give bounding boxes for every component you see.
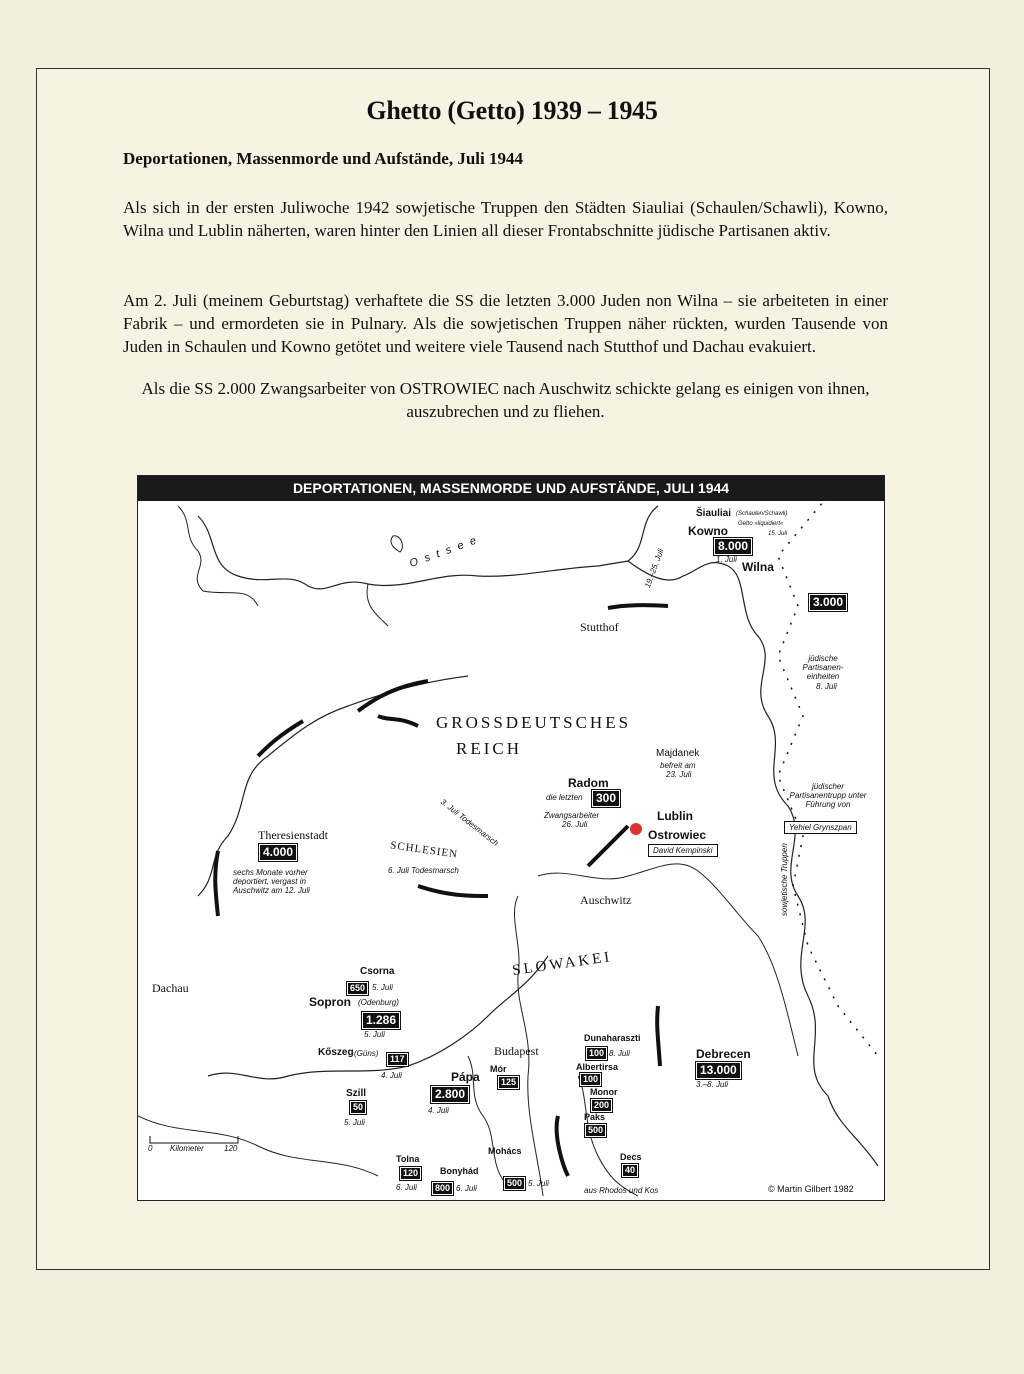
page-subtitle: Deportationen, Massenmorde und Aufstände, Juli 1944 [123, 149, 524, 168]
decs-number: 40 [622, 1164, 638, 1177]
stutthof-label: Stutthof [580, 620, 619, 634]
budapest-label: Budapest [494, 1044, 539, 1058]
partisan-troop-note: jüdischer Partisanentrupp unter Führung von [789, 782, 867, 809]
rhodos-label: aus Rhodos und Kos [584, 1186, 659, 1195]
theresienstadt-label: Theresienstadt [258, 828, 328, 842]
map-drawing [138, 476, 884, 1200]
kowno-label: Kowno [688, 524, 728, 538]
map-header: DEPORTATIONEN, MASSENMORDE UND AUFSTÄNDE, JULI 1944 [138, 476, 884, 501]
paragraph-2: Am 2. Juli (meinem Geburtstag) verhaftete die SS die letzten 3.000 Juden non Wilna – sie arbeiteten in einer Fabrik – und ermordeten sie in Pulnary. Als die sowjetischen Truppen näher rückten, wurden Tausende von Juden in Schaulen und Kowno getötet und weitere viele Tausend nach Stutthof und Dachau evakuiert. [123, 291, 888, 356]
albertirsa-label: Albertirsa [576, 1062, 619, 1072]
dunaharaszti-date: 8. Juli [609, 1049, 630, 1058]
mor-label: Mór [490, 1064, 507, 1074]
bonyhad-date2: 5. Juli [528, 1179, 549, 1188]
majdanek-date: 23. Juli [666, 770, 692, 779]
ostrowiec-marker-icon [630, 823, 642, 835]
csorna-date: 5. Juli [372, 983, 393, 992]
szill-label: Szill [346, 1088, 367, 1099]
mohacs-label: Mohács [488, 1146, 522, 1156]
sopron-note: (Odenburg) [358, 998, 399, 1007]
sopron-label: Sopron [309, 995, 351, 1009]
mor-number: 125 [498, 1076, 519, 1089]
debrecen-number: 13.000 [696, 1062, 741, 1079]
paragraph-3: Als die SS 2.000 Zwangsarbeiter von OSTROWIEC nach Auschwitz schickte gelang es einigen von ihnen, auszubrechen und zu fliehen. [141, 379, 870, 421]
schlesien-label: SCHLESIEN [389, 839, 459, 861]
sopron-date: 5. Juli [364, 1030, 385, 1039]
zwangsarbeiter-label: Zwangsarbeiter [544, 811, 600, 820]
monor-number: 200 [591, 1099, 612, 1112]
dachau-label: Dachau [152, 981, 189, 995]
papa-label: Pápa [451, 1070, 480, 1084]
siauliai-note2: Getto »liquidiert« [738, 521, 784, 527]
bonyhad-number2: 500 [504, 1177, 525, 1190]
paragraph-1: Als sich in der ersten Juliwoche 1942 sowjetische Truppen den Städten Siauliai (Schaulen/Schawli), Kowno, Wilna und Lublin näherten, waren hinter den Linien all dieser Frontabschnitte jüdische Partisanen aktiv. [123, 198, 888, 240]
grynszpan-label: Yehiel Grynszpan [784, 821, 857, 834]
sopron-number: 1.286 [362, 1012, 400, 1029]
siauliai-note: (Schaulen/Schawli) [736, 511, 788, 517]
dunaharaszti-number: 100 [586, 1047, 607, 1060]
page-title: Ghetto (Getto) 1939 – 1945 [366, 96, 658, 125]
monor-label: Monor [590, 1087, 618, 1097]
kowno-number: 8.000 [714, 538, 752, 555]
bonyhad-date: 6. Juli [456, 1184, 477, 1193]
route-label-3juli: 3. Juli Todesmarsch [438, 797, 501, 848]
kempinski-label: David Kempinski [648, 844, 718, 857]
route-label-1925: 19.–25. Juli [643, 547, 666, 590]
partisans-date: 8. Juli [816, 682, 837, 691]
scale-label: Kilometer [170, 1144, 204, 1153]
bonyhad-label: Bonyhád [440, 1166, 479, 1176]
csorna-label: Csorna [360, 966, 395, 977]
papa-number: 2.800 [431, 1086, 469, 1103]
region-label-main: GROSSDEUTSCHES [436, 713, 632, 732]
szill-date: 5. Juli [344, 1118, 365, 1127]
region-label-main2: REICH [456, 739, 522, 758]
koszeg-number: 117 [387, 1053, 408, 1066]
lublin-label: Lublin [657, 809, 693, 823]
auschwitz-label: Auschwitz [580, 893, 632, 907]
szill-number: 50 [350, 1101, 366, 1114]
soviet-troops-label: sowjetische Truppen [780, 843, 789, 916]
dunaharaszti-label: Dunaharaszti [584, 1033, 641, 1043]
debrecen-date: 3.–8. Juli [696, 1080, 729, 1089]
decs-label: Decs [620, 1152, 642, 1162]
map-credit: © Martin Gilbert 1982 [768, 1184, 854, 1194]
slowakei-label: SLOWAKEI [511, 949, 614, 979]
partisans-note: jüdische Partisanen-einheiten [802, 654, 844, 681]
tolna-number: 120 [400, 1167, 421, 1180]
albertirsa-number: 100 [580, 1073, 601, 1086]
majdanek-note: befreit am [660, 761, 696, 770]
scale-max: 120 [224, 1144, 238, 1153]
scale-zero: 0 [148, 1144, 153, 1153]
debrecen-label: Debrecen [696, 1047, 751, 1061]
soviet-front-line [778, 496, 878, 1056]
koszeg-label: Kőszeg [318, 1047, 354, 1058]
paks-label: Paks [584, 1112, 606, 1122]
theresienstadt-note: sechs Monate vorher deportiert, vergast in Auschwitz am 12. Juli [233, 868, 310, 895]
papa-date: 4. Juli [428, 1106, 449, 1115]
zwangsarbeiter-date: 26. Juli [562, 820, 588, 829]
radom-label: Radom [568, 776, 609, 790]
sea-label: O s t s e e [407, 534, 480, 571]
siauliai-label: Šiauliai [696, 508, 732, 519]
siauliai-date: 15. Juli [768, 531, 788, 537]
kowno-date: 1. Juli [716, 555, 737, 564]
paks-number: 500 [585, 1124, 606, 1137]
koszeg-date: 4. Juli [381, 1071, 402, 1080]
wilna-label: Wilna [742, 560, 774, 574]
theresienstadt-number: 4.000 [259, 844, 297, 861]
csorna-number: 650 [347, 982, 368, 995]
tolna-label: Tolna [396, 1154, 420, 1164]
map [137, 475, 885, 1201]
tolna-date: 6. Juli [396, 1183, 417, 1192]
radom-number: 300 [592, 790, 620, 807]
radom-note: die letzten [546, 793, 583, 802]
route-label-6juli: 6. Juli Todesmarsch [388, 866, 459, 875]
koszeg-note: (Güns) [354, 1049, 379, 1058]
wilna-number: 3.000 [809, 594, 847, 611]
bonyhad-number: 800 [432, 1182, 453, 1195]
majdanek-label: Majdanek [656, 748, 700, 759]
ostrowiec-label: Ostrowiec [648, 828, 707, 842]
